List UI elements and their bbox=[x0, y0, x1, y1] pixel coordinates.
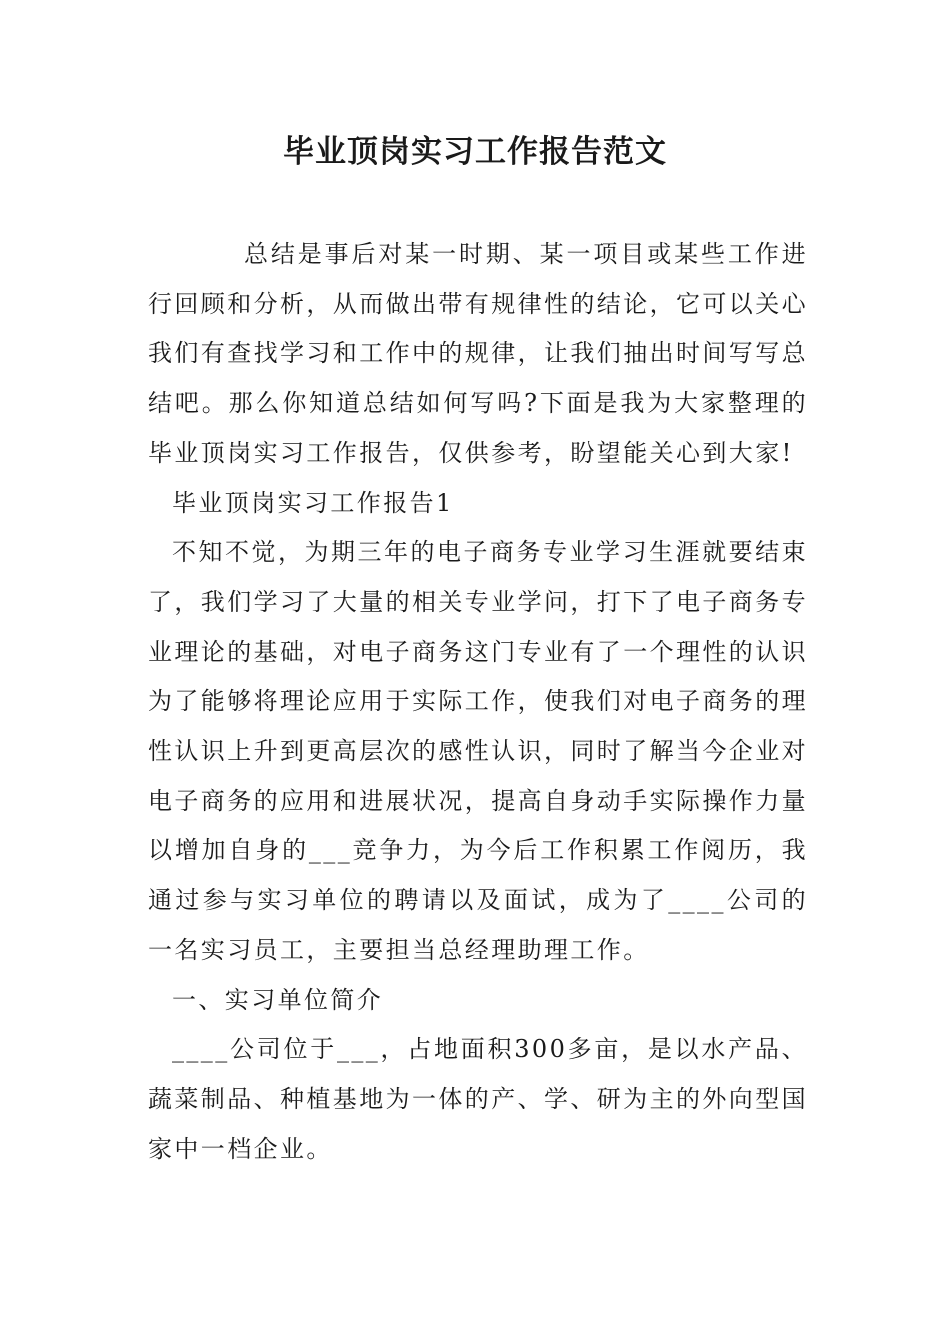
document-body bbox=[148, 230, 808, 1174]
section-heading: 一、实习单位简介 bbox=[172, 985, 384, 1014]
intro-paragraph: 总结是事后对某一时期、某一项目或某些工作进行回顾和分析，从而做出带有规律性的结论，它可以关心我们有查找学习和工作中的规律，让我们抽出时间写写总结吧。那么你知道总结如何写吗?下面是我为大家整理的毕业顶岗实习工作报告，仅供参考，盼望能关心到大家! bbox=[148, 240, 808, 467]
report-paragraph: 不知不觉，为期三年的电子商务专业学习生涯就要结束了，我们学习了大量的相关专业学问，打下了电子商务专业理论的基础，对电子商务这门专业有了一个理性的认识为了能够将理论应用于实际工作，使我们对电子商务的理性认识上升到更高层次的感性认识，同时了解当今企业对电子商务的应用和进展状况，提高自身动手实际操作力量以增加自身的___竞争力，为今后工作积累工作阅历，我通过参与实习单位的聘请以及面试，成为了____公司的一名实习员工，主要担当总经理助理工作。 bbox=[148, 538, 808, 964]
report-heading: 毕业顶岗实习工作报告1 bbox=[172, 488, 454, 517]
document-title: 毕业顶岗实习工作报告范文 bbox=[283, 134, 667, 170]
company-paragraph: ____公司位于___，占地面积300多亩，是以水产品、蔬菜制品、种植基地为一体的产、学、研为主的外向型国家中一档企业。 bbox=[148, 1035, 808, 1163]
